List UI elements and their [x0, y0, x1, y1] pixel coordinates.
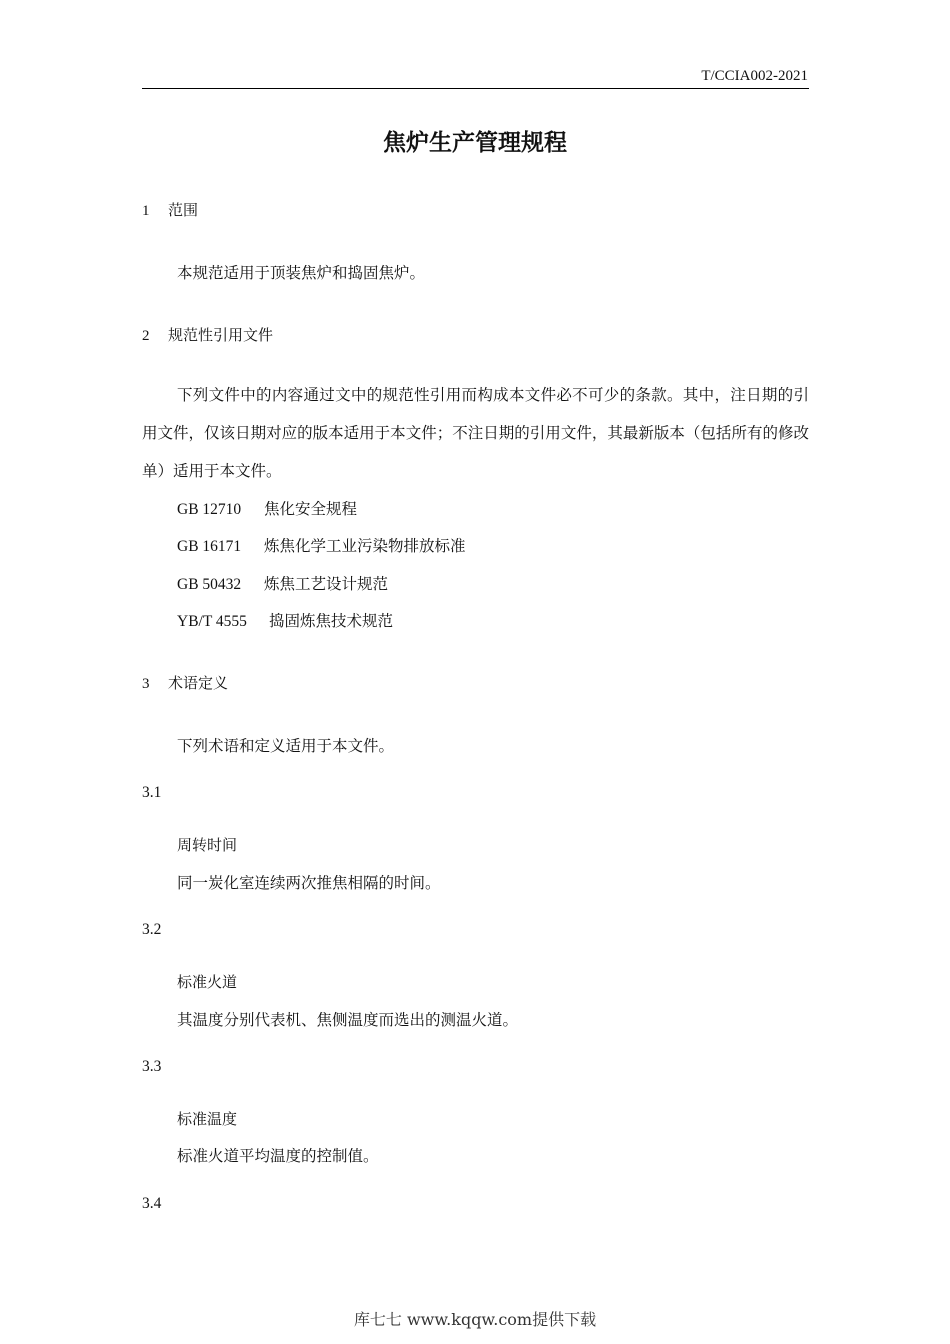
- reference-title: 炼焦化学工业污染物排放标准: [264, 537, 466, 555]
- section-title: 规范性引用文件: [168, 326, 274, 344]
- section-heading-scope: [142, 199, 198, 220]
- clause-number: 3.3: [142, 1058, 162, 1075]
- clause-number: 3.2: [142, 921, 162, 938]
- reference-code: YB/T 4555: [177, 613, 247, 630]
- reference-item: [177, 497, 357, 519]
- normative-paragraph: 下列文件中的内容通过文中的规范性引用而构成本文件必不可少的条款。其中，注日期的引用文件，仅该日期对应的版本适用于本文件；不注日期的引用文件，其最新版本（包括所有的修改单）适用于本文件。: [142, 386, 809, 480]
- reference-title: 炼焦工艺设计规范: [264, 575, 389, 593]
- reference-title: 捣固炼焦技术规范: [269, 612, 394, 630]
- section-number: 3: [142, 676, 150, 692]
- reference-code: GB 16171: [177, 538, 242, 555]
- reference-title: 焦化安全规程: [264, 500, 358, 518]
- download-footer: 库七七 www.kqqw.com提供下载: [353, 1310, 597, 1329]
- term-name: 标准火道: [177, 973, 238, 991]
- section-number: 1: [142, 203, 150, 219]
- clause-number: 3.4: [142, 1195, 162, 1212]
- term-definition: 其温度分别代表机、焦侧温度而选出的测温火道。: [177, 1011, 519, 1029]
- reference-code: GB 50432: [177, 576, 242, 593]
- term-name: 周转时间: [177, 836, 238, 854]
- document-title: 焦炉生产管理规程: [383, 130, 567, 156]
- document-code: T/CCIA002-2021: [701, 68, 808, 84]
- reference-item: [177, 534, 466, 556]
- clause-number: 3.1: [142, 784, 162, 801]
- reference-item: [177, 609, 393, 631]
- term-definition: 标准火道平均温度的控制值。: [177, 1147, 379, 1165]
- section-number: 2: [142, 328, 150, 344]
- scope-text: 本规范适用于顶装焦炉和捣固焦炉。: [177, 264, 426, 282]
- term-name: 标准温度: [177, 1110, 238, 1128]
- section-heading-normative: [142, 324, 273, 345]
- section-title: 术语定义: [168, 674, 229, 692]
- term-definition: 同一炭化室连续两次推焦相隔的时间。: [177, 874, 441, 892]
- header-divider: [142, 88, 809, 89]
- reference-item: [177, 572, 388, 594]
- section-heading-terms: [142, 672, 228, 693]
- reference-code: GB 12710: [177, 501, 242, 518]
- section-title: 范围: [168, 201, 199, 219]
- terms-intro: 下列术语和定义适用于本文件。: [177, 737, 395, 755]
